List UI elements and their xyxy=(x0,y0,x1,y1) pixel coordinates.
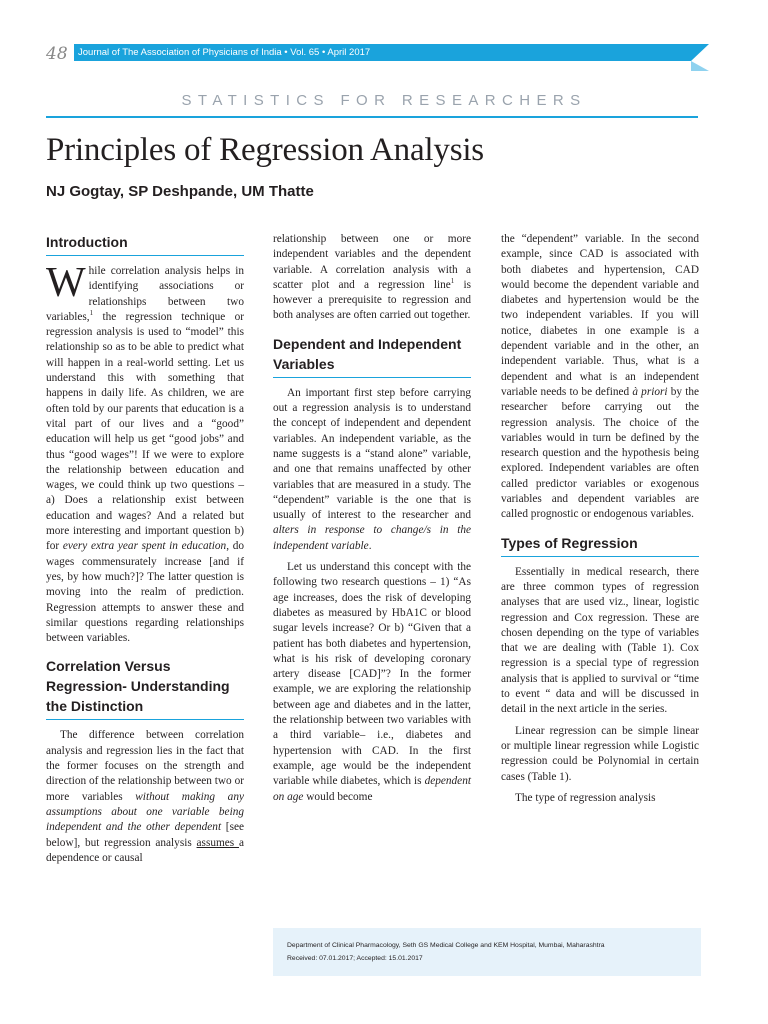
types-paragraph-3: The type of regression analysis xyxy=(515,791,656,804)
heading-dependent-independent: Dependent and Independent Variables xyxy=(273,334,471,378)
journal-header-band: Journal of The Association of Physicians of India • Vol. 65 • April 2017 xyxy=(74,44,691,61)
dependent-paragraph-2: Let us understand this concept with the following two research questions – 1) “As age increases, does the risk of developing diabetes as measured by HbA1C or blood sugar levels increase? Or b) “Given that a patient has both diabetes and hypertension, what is his risk of developing coronary artery disease [CAD]”? In the former example, we are exploring the relationship between age and diabetes and in the latter, the relationship between two variables with a third variable– i.e., diabetes and hypertension with CAD. In the first example, age would be the independent variable while diabetes, which is dependent on age would become xyxy=(273,561,471,803)
page-number: 48 xyxy=(46,44,68,64)
article-title: Principles of Regression Analysis xyxy=(46,132,484,168)
header-band-tab xyxy=(691,44,709,61)
section-title: STATISTICS FOR RESEARCHERS xyxy=(181,92,587,109)
heading-introduction: Introduction xyxy=(46,232,244,256)
column-2 xyxy=(273,232,471,805)
correlation-paragraph: The difference between correlation analysis and regression lies in the fact that the former focuses on the strength and direction of the relationship between two or more variables without making any assumptions about one variable being independent and the other dependent [see below], but regression analysis assumes a dependence or causal xyxy=(46,729,244,864)
dependent-continued-paragraph: the “dependent” variable. In the second example, since CAD is associated with both diabetes and hypertension, CAD would become the dependent variable and diabetes and hypertension would be the two independent variables. If you will notice, diabetes in one example is a dependent variable and in the other, an independent variable. Thus, what is a dependent and what is an independent variable needs to be defined à priori by the researcher before carrying out the regression analysis. The choice of the variables would in turn be defined by the research question and the hypothesis being explored. Independent variables are often called predictor variables or exogenous variables and dependent variables are called prognostic or endogenous variables. xyxy=(501,233,700,521)
drop-cap: W xyxy=(46,260,86,306)
affiliation-text: Department of Clinical Pharmacology, Seth GS Medical College and KEM Hospital, Mumbai, Maharashtra xyxy=(287,942,605,949)
affiliation-footnote xyxy=(273,928,701,976)
received-accepted-dates: Received: 07.01.2017; Accepted: 15.01.2017 xyxy=(287,955,423,962)
article-authors: NJ Gogtay, SP Deshpande, UM Thatte xyxy=(46,183,314,200)
header-band-shadow xyxy=(691,61,709,71)
intro-paragraph: While correlation analysis helps in identifying associations or relationships between two variables,$^1$ the regression technique or regression analysis is used to “model” this relationship so as to be able to predict what will happen in a real-world setting. Let us understand this with something that happens in daily life. As children, we are often told by our parents that education is a vital part of our lives and a “good” education will help us get “good jobs” and thus “good wages”! If we were to explore the relationship between education and wages, we could think up two questions – a) Does a relationship exist between education and wages? And a related but more interesting and important question b) for every extra year spent in education, do wages commensurately increase [and if yes, by how much?]? The latter question is moving into the realm of prediction. Regression attempts to answer these and similar questions regarding relationships between variables. xyxy=(46,260,244,645)
dependent-paragraph-1: An important first step before carrying out a regression analysis is to understand the concept of independent and dependent variables. An independent variable, as the name suggests is a “stand alone” variable, and one that remains unaffected by other variables that are measured in a study. The “dependent” variable is the one that is usually of interest to the researcher and alters in response to change/s in the independent variable. xyxy=(273,386,471,552)
heading-types-of-regression: Types of Regression xyxy=(501,533,699,557)
types-paragraph-1: Essentially in medical research, there are three common types of regression analyses that are used viz., linear, logistic regression and Cox regression. These are chosen depending on the type of variables that we are dealing with (Table 1). Cox regression is a special type of regression analysis that is applied to survival or “time to event “ data and will be discussed in detail in the next article in the series. xyxy=(501,565,699,716)
types-paragraph-2: Linear regression can be simple linear or multiple linear regression while Logistic regression could be Polynomial in certain cases (Table 1). xyxy=(501,724,699,783)
section-divider xyxy=(46,116,698,118)
column-3 xyxy=(501,232,699,806)
correlation-continued-paragraph: relationship between one or more independent variables and the dependent variable. A correlation analysis with a scatter plot and a regression line$^1$ is however a prerequisite to regression and both analyses are often carried out together. xyxy=(273,233,472,322)
heading-correlation-vs-regression: Correlation Versus Regression- Understanding the Distinction xyxy=(46,656,244,720)
column-1 xyxy=(46,232,244,866)
